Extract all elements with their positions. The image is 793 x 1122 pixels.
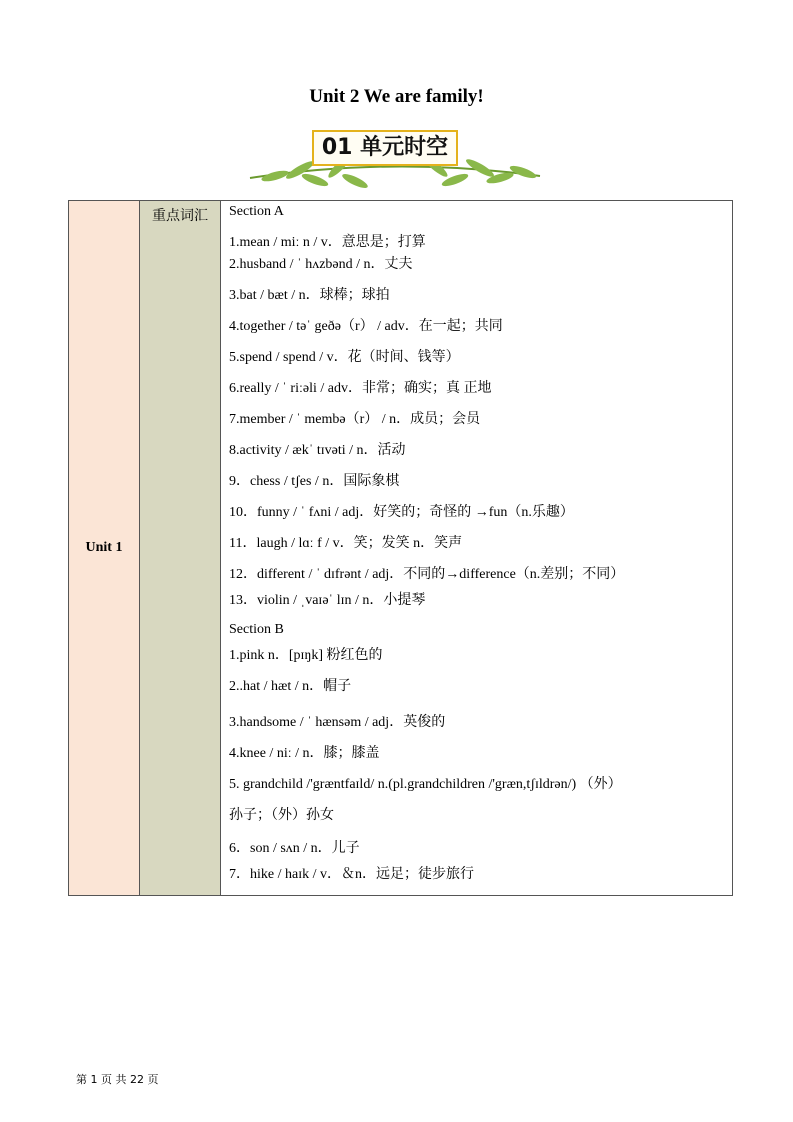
vocab-item: 9．chess / tʃes / n．国际象棋 <box>229 474 400 489</box>
vocab-item: 1.mean / miː n / v．意思是；打算 <box>229 235 426 250</box>
vocab-item: 7．hike / haɪk / v．＆n．远足；徒步旅行 <box>229 867 474 882</box>
vocabulary-content <box>221 201 733 896</box>
vocab-item: 6.really / ˈ riːəli / adv．非常；确实；真 正地 <box>229 381 492 396</box>
vocab-item: 2..hat / hæt / n．帽子 <box>229 679 352 694</box>
page-title: Unit 2 We are family! <box>309 86 484 107</box>
category-cell: 重点词汇 <box>140 201 221 896</box>
vocab-item-continuation: 孙子；（外）孙女 <box>229 808 334 823</box>
banner-label: 01 单元时空 <box>321 135 449 160</box>
vocab-item: 4.knee / niː / n．膝；膝盖 <box>229 746 380 761</box>
vocab-item: 13．violin / ˌvaɪəˈ lɪn / n．小提琴 <box>229 593 426 608</box>
vocab-item: 1.pink n．[pɪŋk] 粉红色的 <box>229 648 383 663</box>
vocabulary-table <box>68 200 733 896</box>
page-footer: 第 1 页 共 22 页 <box>76 1073 159 1086</box>
vocab-item: 5. grandchild /'græntfaɪld/ n.(pl.grandchildren /'græn,tʃɪldrən/) （外） <box>229 777 622 792</box>
vocab-item: 6．son / sʌn / n．儿子 <box>229 841 360 856</box>
section-heading: Section A <box>229 204 284 219</box>
vocab-item: 10．funny / ˈ fʌni / adj．好笑的；奇怪的 →fun（n.乐趣） <box>229 505 574 520</box>
vocab-item: 12．different / ˈ dɪfrənt / adj．不同的→difference（n.差别；不同） <box>229 567 625 582</box>
vocab-item: 3.bat / bæt / n．球棒；球拍 <box>229 288 390 303</box>
vocab-item: 11．laugh / lɑː f / v．笑；发笑 n．笑声 <box>229 536 463 551</box>
vocab-item: 5.spend / spend / v．花（时间、钱等） <box>229 350 460 365</box>
vocab-item: 4.together / təˈ geðə（r） / adv．在一起；共同 <box>229 319 503 334</box>
section-banner <box>245 126 545 196</box>
section-heading: Section B <box>229 622 284 637</box>
unit-cell: Unit 1 <box>69 201 140 896</box>
vocab-item: 2.husband / ˈ hʌzbənd / n．丈夫 <box>229 257 413 272</box>
vocab-item: 8.activity / ækˈ tɪvəti / n．活动 <box>229 443 406 458</box>
vocab-item: 3.handsome / ˈ hænsəm / adj．英俊的 <box>229 715 446 730</box>
vocab-item: 7.member / ˈ membə（r） / n．成员；会员 <box>229 412 481 427</box>
